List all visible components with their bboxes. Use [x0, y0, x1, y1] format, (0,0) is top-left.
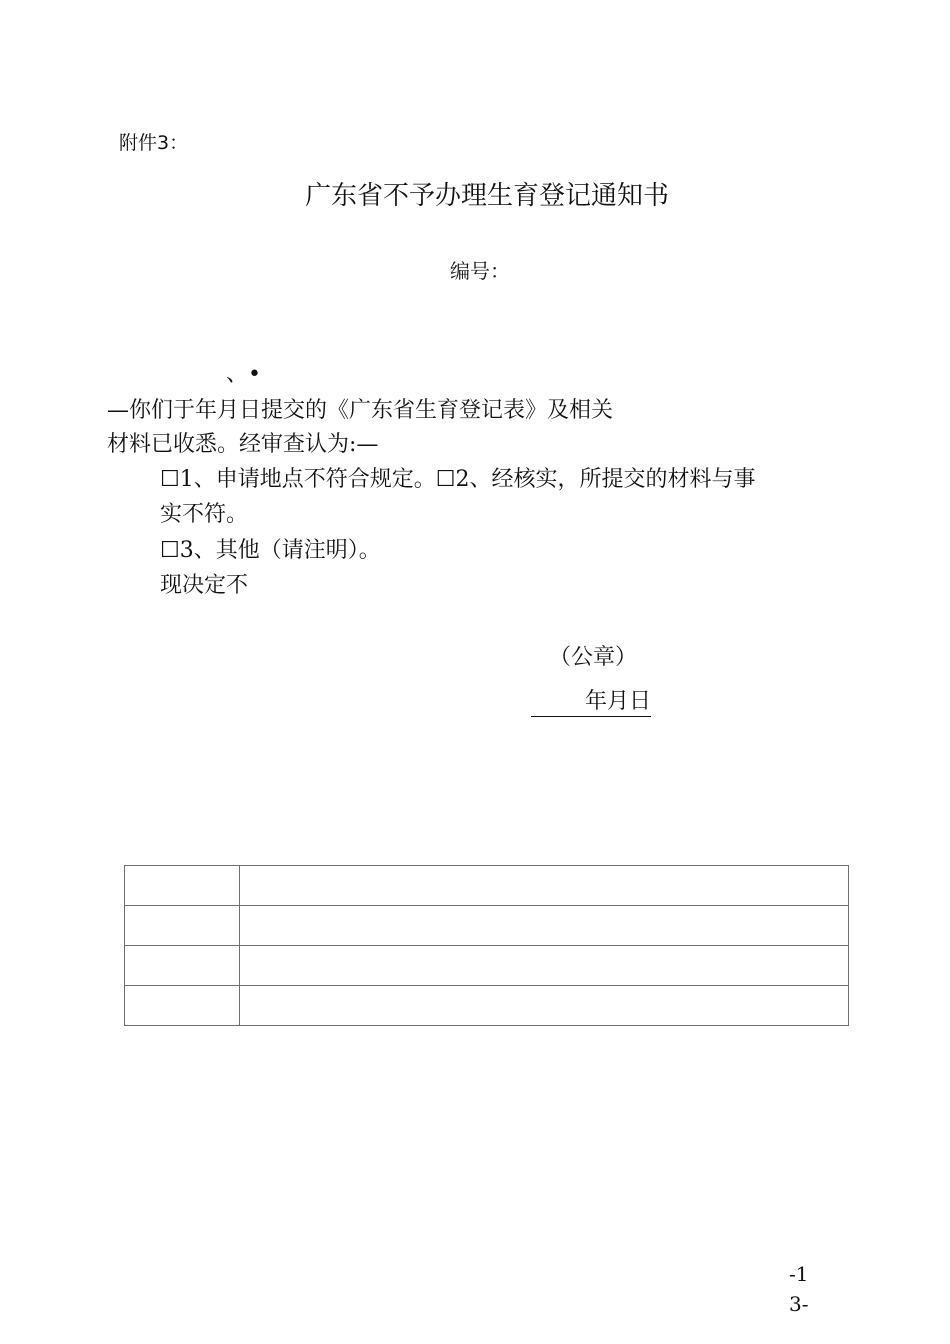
- page-number-line-2: 3-: [789, 1292, 809, 1316]
- table-cell-label: [125, 986, 240, 1026]
- body-line-2: 材料已收悉。经审查认为:—: [107, 432, 379, 457]
- table-cell-value: [240, 946, 849, 986]
- table-row: [125, 906, 849, 946]
- document-title: 广东省不予办理生育登记通知书: [304, 181, 669, 211]
- table-row: [125, 986, 849, 1026]
- table-row: [125, 946, 849, 986]
- body-line-6: 现决定不: [160, 573, 249, 598]
- table-cell-label: [125, 866, 240, 906]
- table-cell-label: [125, 906, 240, 946]
- body-line-3: ☐1、申请地点不符合规定。☐2、经核实，所提交的材料与事: [160, 467, 756, 492]
- seal-label: （公章）: [549, 645, 638, 670]
- table-row: [125, 866, 849, 906]
- table-cell-value: [240, 986, 849, 1026]
- table-cell-label: [125, 946, 240, 986]
- date-underline: [531, 716, 651, 717]
- body-line-5: ☐3、其他（请注明）。: [160, 538, 381, 563]
- table-cell-value: [240, 906, 849, 946]
- attachment-label: 附件3：: [119, 132, 189, 154]
- form-table: [124, 865, 849, 1026]
- page-number-line-1: -1: [789, 1262, 809, 1286]
- body-line-1: —你们于年月日提交的《广东省生育登记表》及相关: [107, 398, 614, 423]
- date-label: 年月日: [584, 689, 651, 714]
- body-line-4: 实不符。: [160, 502, 249, 527]
- salutation-marks: 、•: [226, 362, 261, 387]
- table-cell-value: [240, 866, 849, 906]
- document-number-label: 编号：: [450, 259, 510, 283]
